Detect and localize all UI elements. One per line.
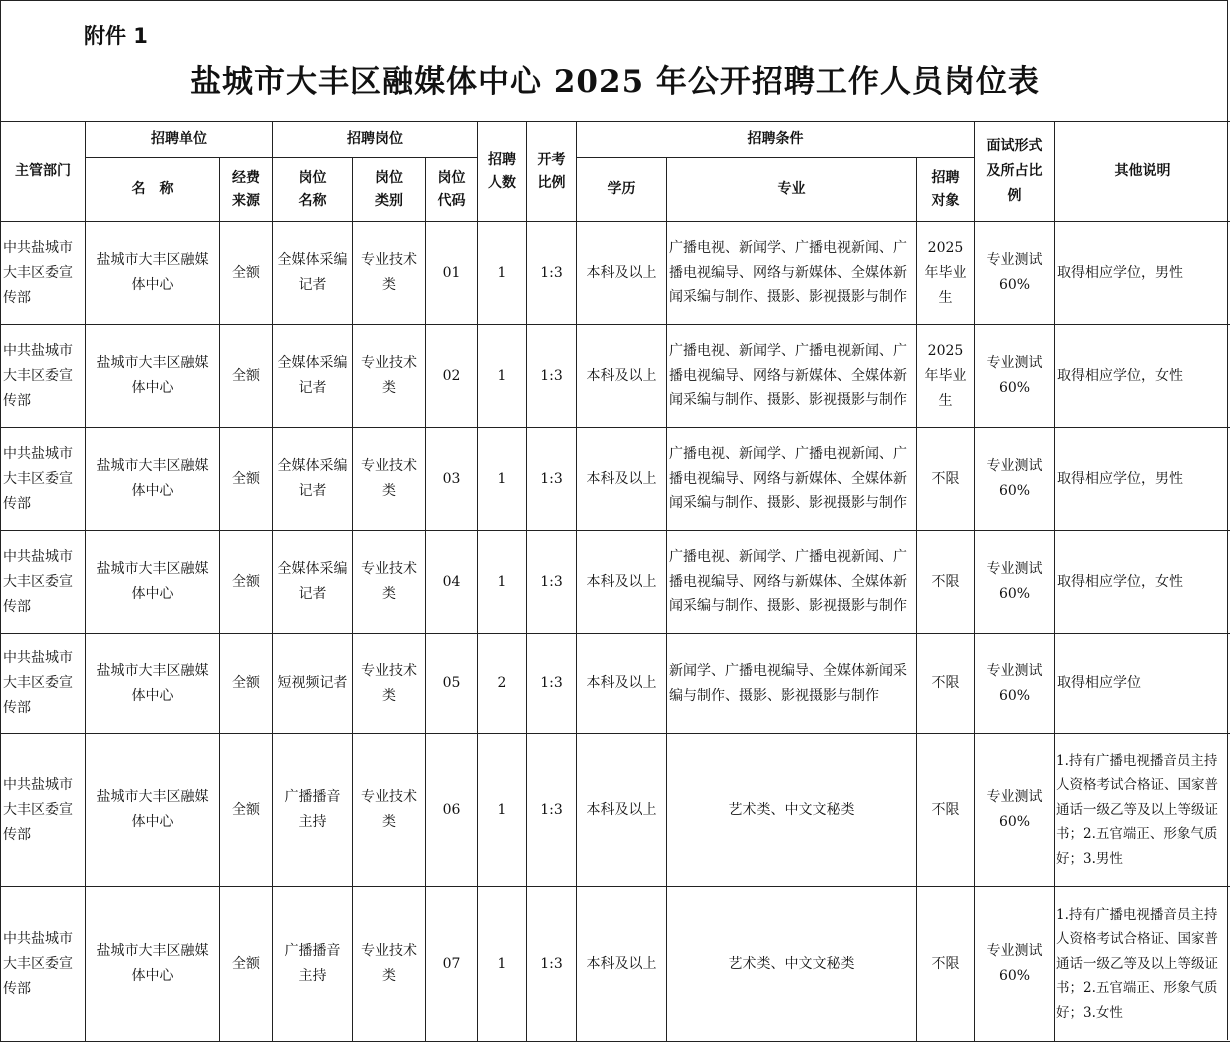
ratio-cell: 1:3 <box>527 325 577 428</box>
count-cell: 1 <box>478 531 527 634</box>
count-cell: 1 <box>478 887 527 1042</box>
header-target: 招聘对象 <box>917 158 975 222</box>
header-dept: 主管部门 <box>1 122 86 222</box>
post-name-cell: 广播播音主持 <box>273 887 353 1042</box>
unit-cell: 盐城市大丰区融媒体中心 <box>86 634 220 734</box>
post-type-cell: 专业技术类 <box>353 887 426 1042</box>
edu-cell: 本科及以上 <box>577 325 667 428</box>
dept-cell: 中共盐城市大丰区委宣传部 <box>1 734 86 887</box>
header-major: 专业 <box>667 158 917 222</box>
funding-cell: 全额 <box>220 887 273 1042</box>
header-post-code: 岗位代码 <box>426 158 478 222</box>
header-interview: 面试形式及所占比例 <box>975 122 1055 222</box>
major-cell: 广播电视、新闻学、广播电视新闻、广播电视编导、网络与新媒体、全媒体新闻采编与制作、摄影、影视摄影与制作 <box>667 428 917 531</box>
post-name-cell: 全媒体采编记者 <box>273 428 353 531</box>
other-cell: 取得相应学位，男性 <box>1055 428 1230 531</box>
major-cell: 广播电视、新闻学、广播电视新闻、广播电视编导、网络与新媒体、全媒体新闻采编与制作、摄影、影视摄影与制作 <box>667 222 917 325</box>
count-cell: 2 <box>478 634 527 734</box>
unit-cell: 盐城市大丰区融媒体中心 <box>86 887 220 1042</box>
funding-cell: 全额 <box>220 531 273 634</box>
post-name-cell: 全媒体采编记者 <box>273 222 353 325</box>
header-funding: 经费来源 <box>220 158 273 222</box>
header-count: 招聘人数 <box>478 122 527 222</box>
ratio-cell: 1:3 <box>527 531 577 634</box>
unit-cell: 盐城市大丰区融媒体中心 <box>86 531 220 634</box>
post-name-cell: 短视频记者 <box>273 634 353 734</box>
post-name-cell: 全媒体采编记者 <box>273 531 353 634</box>
unit-cell: 盐城市大丰区融媒体中心 <box>86 428 220 531</box>
target-cell: 2025 年毕业生 <box>917 222 975 325</box>
target-cell: 不限 <box>917 428 975 531</box>
unit-cell: 盐城市大丰区融媒体中心 <box>86 222 220 325</box>
target-cell: 不限 <box>917 887 975 1042</box>
post-code-cell: 01 <box>426 222 478 325</box>
header-other: 其他说明 <box>1055 122 1230 222</box>
count-cell: 1 <box>478 222 527 325</box>
unit-cell: 盐城市大丰区融媒体中心 <box>86 734 220 887</box>
post-code-cell: 05 <box>426 634 478 734</box>
major-cell: 艺术类、中文文秘类 <box>667 887 917 1042</box>
table-row <box>1 325 1230 428</box>
major-cell: 广播电视、新闻学、广播电视新闻、广播电视编导、网络与新媒体、全媒体新闻采编与制作、摄影、影视摄影与制作 <box>667 531 917 634</box>
interview-cell: 专业测试 60% <box>975 428 1055 531</box>
dept-cell: 中共盐城市大丰区委宣传部 <box>1 428 86 531</box>
target-cell: 不限 <box>917 734 975 887</box>
interview-cell: 专业测试 60% <box>975 734 1055 887</box>
dept-cell: 中共盐城市大丰区委宣传部 <box>1 222 86 325</box>
edu-cell: 本科及以上 <box>577 428 667 531</box>
interview-cell: 专业测试 60% <box>975 325 1055 428</box>
header-post-type: 岗位类别 <box>353 158 426 222</box>
header-ratio: 开考比例 <box>527 122 577 222</box>
major-cell: 艺术类、中文文秘类 <box>667 734 917 887</box>
other-cell: 1.持有广播电视播音员主持人资格考试合格证、国家普通话一级乙等及以上等级证书；2.五官端正、形象气质好；3.男性 <box>1055 734 1230 887</box>
edu-cell: 本科及以上 <box>577 734 667 887</box>
funding-cell: 全额 <box>220 734 273 887</box>
dept-cell: 中共盐城市大丰区委宣传部 <box>1 887 86 1042</box>
dept-cell: 中共盐城市大丰区委宣传部 <box>1 325 86 428</box>
major-cell: 广播电视、新闻学、广播电视新闻、广播电视编导、网络与新媒体、全媒体新闻采编与制作、摄影、影视摄影与制作 <box>667 325 917 428</box>
post-type-cell: 专业技术类 <box>353 428 426 531</box>
count-cell: 1 <box>478 428 527 531</box>
table-row <box>1 887 1230 1042</box>
ratio-cell: 1:3 <box>527 222 577 325</box>
dept-cell: 中共盐城市大丰区委宣传部 <box>1 531 86 634</box>
post-code-cell: 03 <box>426 428 478 531</box>
unit-cell: 盐城市大丰区融媒体中心 <box>86 325 220 428</box>
edu-cell: 本科及以上 <box>577 634 667 734</box>
other-cell: 取得相应学位，女性 <box>1055 325 1230 428</box>
ratio-cell: 1:3 <box>527 887 577 1042</box>
other-cell: 取得相应学位，男性 <box>1055 222 1230 325</box>
header-post-group: 招聘岗位 <box>273 122 478 158</box>
post-type-cell: 专业技术类 <box>353 222 426 325</box>
funding-cell: 全额 <box>220 428 273 531</box>
ratio-cell: 1:3 <box>527 634 577 734</box>
ratio-cell: 1:3 <box>527 734 577 887</box>
header-cond-group: 招聘条件 <box>577 122 975 158</box>
post-code-cell: 04 <box>426 531 478 634</box>
post-code-cell: 06 <box>426 734 478 887</box>
header-edu: 学历 <box>577 158 667 222</box>
interview-cell: 专业测试 60% <box>975 222 1055 325</box>
table-row <box>1 531 1230 634</box>
edu-cell: 本科及以上 <box>577 222 667 325</box>
interview-cell: 专业测试 60% <box>975 531 1055 634</box>
post-code-cell: 07 <box>426 887 478 1042</box>
count-cell: 1 <box>478 734 527 887</box>
post-type-cell: 专业技术类 <box>353 325 426 428</box>
interview-cell: 专业测试 60% <box>975 634 1055 734</box>
target-cell: 不限 <box>917 531 975 634</box>
edu-cell: 本科及以上 <box>577 531 667 634</box>
post-type-cell: 专业技术类 <box>353 734 426 887</box>
target-cell: 2025 年毕业生 <box>917 325 975 428</box>
header-unit-name: 名 称 <box>86 158 220 222</box>
ratio-cell: 1:3 <box>527 428 577 531</box>
post-name-cell: 广播播音主持 <box>273 734 353 887</box>
attachment-label: 附件 1 <box>84 20 148 50</box>
post-type-cell: 专业技术类 <box>353 634 426 734</box>
table-row <box>1 634 1230 734</box>
header-unit-group: 招聘单位 <box>86 122 273 158</box>
target-cell: 不限 <box>917 634 975 734</box>
other-cell: 取得相应学位，女性 <box>1055 531 1230 634</box>
post-name-cell: 全媒体采编记者 <box>273 325 353 428</box>
header-post-name: 岗位名称 <box>273 158 353 222</box>
table-row <box>1 734 1230 887</box>
table-row <box>1 222 1230 325</box>
other-cell: 取得相应学位 <box>1055 634 1230 734</box>
major-cell: 新闻学、广播电视编导、全媒体新闻采编与制作、摄影、影视摄影与制作 <box>667 634 917 734</box>
funding-cell: 全额 <box>220 222 273 325</box>
post-type-cell: 专业技术类 <box>353 531 426 634</box>
edu-cell: 本科及以上 <box>577 887 667 1042</box>
table-row <box>1 428 1230 531</box>
dept-cell: 中共盐城市大丰区委宣传部 <box>1 634 86 734</box>
funding-cell: 全额 <box>220 634 273 734</box>
page-title: 盐城市大丰区融媒体中心 2025 年公开招聘工作人员岗位表 <box>0 56 1230 101</box>
interview-cell: 专业测试 60% <box>975 887 1055 1042</box>
funding-cell: 全额 <box>220 325 273 428</box>
other-cell: 1.持有广播电视播音员主持人资格考试合格证、国家普通话一级乙等及以上等级证书；2.五官端正、形象气质好；3.女性 <box>1055 887 1230 1042</box>
post-code-cell: 02 <box>426 325 478 428</box>
recruitment-table <box>0 121 1230 1042</box>
count-cell: 1 <box>478 325 527 428</box>
